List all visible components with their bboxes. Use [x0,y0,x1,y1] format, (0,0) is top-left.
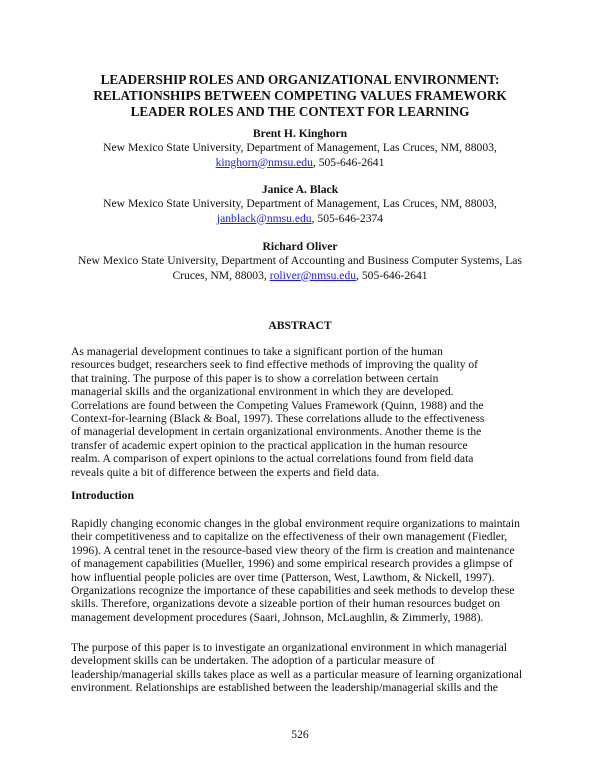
author-contact [60,269,540,283]
author-block-black [60,183,540,226]
page-number: 526 [291,728,309,741]
abstract-line: transfer of academic expert opinion to the practical application in the human resource [71,438,468,452]
body-line: 1996). A central tenet in the resource-based view theory of the firm is creation and maintenance [71,543,515,557]
abstract-line: managerial skills and the organizational environment in which they are developed. [71,385,454,399]
body-line: The purpose of this paper is to investigate an organizational environment in which managerial [71,641,508,654]
introduction-paragraph-1 [71,517,541,624]
author-affiliation: New Mexico State University, Department of Management, Las Cruces, NM, 88003, [103,197,497,211]
abstract-line: realm. A comparison of expert opinions to the actual correlations found from field data [71,452,474,466]
abstract-line: resources budget, researchers seek to find effective methods of improving the quality of [71,358,479,372]
body-line: management development procedures (Saari, Johnson, McLaughlin, & Zimmerly, 1988). [71,610,484,624]
author-address-continued: Cruces, NM, 88003, [172,268,270,282]
title-line: RELATIONSHIPS BETWEEN COMPETING VALUES FRAMEWORK [93,88,507,103]
paper-title [70,72,530,120]
title-line: LEADERSHIP ROLES AND ORGANIZATIONAL ENVIRONMENT: [100,72,500,87]
author-email-link[interactable]: janblack@nmsu.edu [216,211,312,225]
body-line: environment. Relationships are established between the leadership/managerial skills and the [71,681,498,695]
abstract-line: that training. The purpose of this paper is to show a correlation between certain [71,371,439,385]
abstract-line: Context-for-learning (Black & Boal, 1997). These correlations allude to the effectiveness [71,412,485,426]
body-line: skills. Therefore, organizations devote a sizeable portion of their human resources budget on [71,597,501,611]
author-phone: , 505-646-2374 [311,211,384,225]
body-line: Organizations recognize the importance of these capabilities and seek methods to develop these [71,584,515,598]
abstract-line: As managerial development continues to take a significant portion of the human [71,345,443,358]
body-line: their competitiveness and to capitalize on the effectiveness of their own management (Fiedler, [71,530,508,544]
author-block-oliver [60,240,540,283]
author-affiliation: New Mexico State University, Department of Management, Las Cruces, NM, 88003, [103,141,497,155]
author-name: Janice A. Black [261,183,339,196]
author-block-kinghorn [60,127,540,170]
abstract-line: reveals quite a bit of difference between the experts and field data. [71,465,380,479]
abstract-line: Correlations are found between the Competing Values Framework (Quinn, 1988) and the [71,398,484,412]
author-email-link[interactable]: kinghorn@nmsu.edu [215,155,313,169]
author-name: Brent H. Kinghorn [252,127,348,140]
introduction-paragraph-2 [71,641,541,695]
author-contact [60,212,540,226]
author-contact [60,156,540,170]
author-email-link[interactable]: roliver@nmsu.edu [269,268,357,282]
author-phone: , 505-646-2641 [356,268,428,282]
title-line: LEADER ROLES AND THE CONTEXT FOR LEARNING [130,104,470,119]
body-line: how influential people policies are over time (Patterson, West, Lawthom, & Nickell, 1997). [71,570,495,584]
abstract-line: of managerial development in certain organizational environments. Another theme is the [71,425,482,439]
body-line: Rapidly changing economic changes in the global environment require organizations to maintain [71,517,520,530]
body-line: of management capabilities (Mueller, 1996) and some empirical research provides a glimpse of [71,557,513,571]
author-phone: , 505-646-2641 [312,155,385,169]
body-line: leadership/managerial skills takes place as well as a particular measure of learning organizational [71,667,523,681]
body-line: development skills can be undertaken. The adoption of a particular measure of [71,654,435,668]
abstract-heading: ABSTRACT [268,319,332,332]
introduction-heading: Introduction [71,489,134,502]
abstract-text [71,345,541,479]
author-name: Richard Oliver [262,240,338,253]
author-affiliation: New Mexico State University, Department of Accounting and Business Computer Systems, Las [78,254,522,268]
